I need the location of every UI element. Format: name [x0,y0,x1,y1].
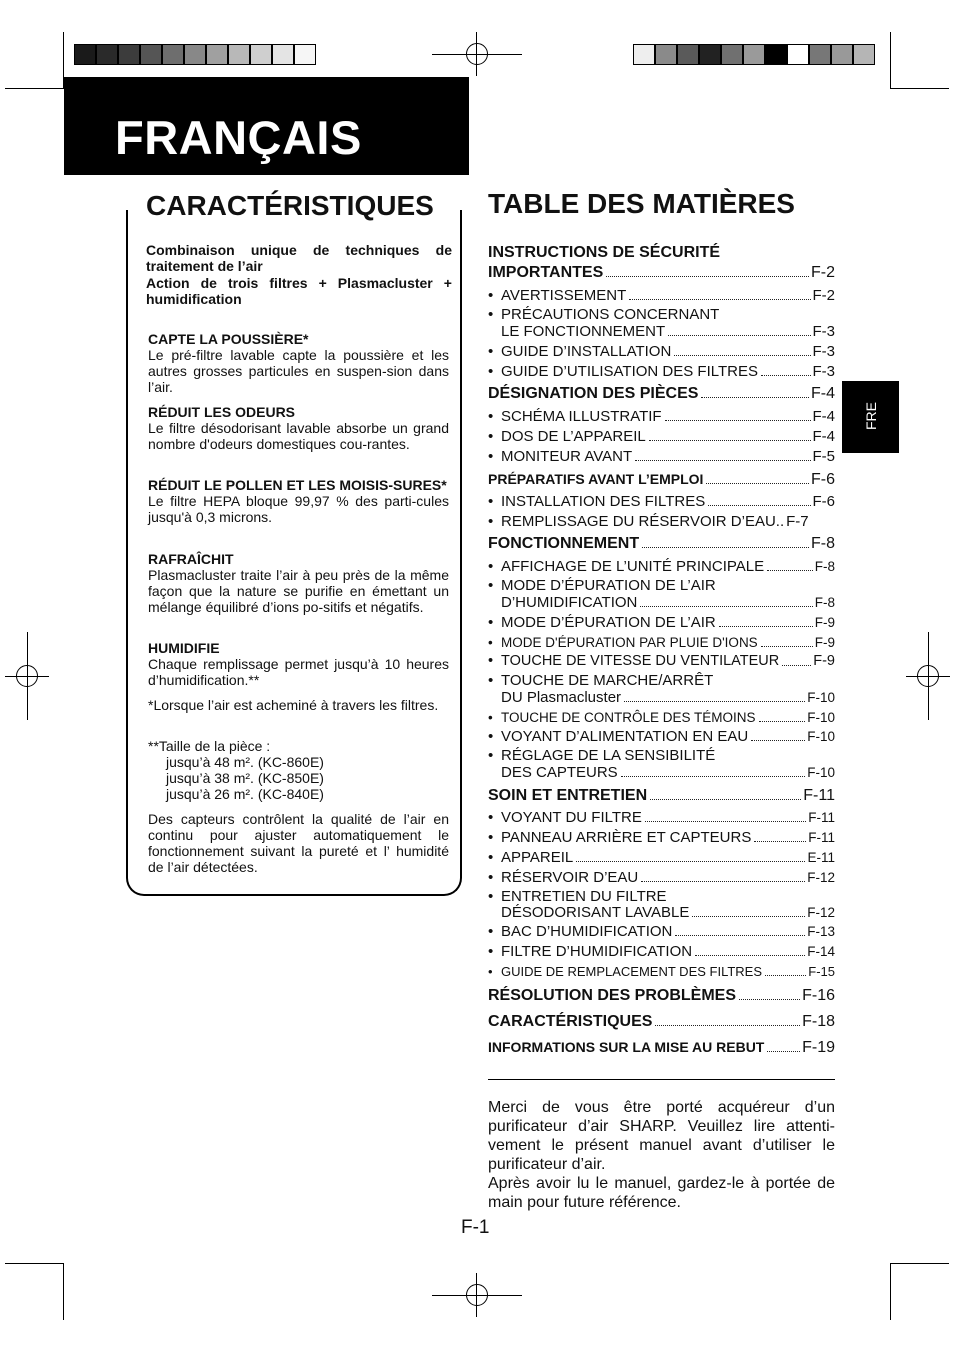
toc-entry: • TOUCHE DE MARCHE/ARRÊT [488,672,835,689]
toc-entry[interactable]: DU Plasmacluster F-10 [501,689,835,706]
feature-heading: RAFRAÎCHIT [148,551,234,567]
toc-entry[interactable]: • BAC D’HUMIDIFICATION F-13 [488,923,835,940]
toc-entry[interactable]: • GUIDE DE REMPLACEMENT DES FILTRES F-15 [488,963,835,980]
toc-entry[interactable]: DÉSODORISANT LAVABLE F-12 [501,904,835,921]
page-number: F-1 [461,1217,490,1238]
toc-entry[interactable]: IMPORTANTES F-2 [488,264,835,281]
room-size-line: jusqu’à 26 m². (KC-840E) [166,786,324,802]
toc-entry[interactable]: • RÉSERVOIR D’EAU F-12 [488,869,835,886]
feature-text: Le pré-filtre lavable capte la poussière et les autres grosses particules en suspen-sion dans l’air. [148,347,449,395]
feature-item [148,551,449,615]
toc-entry: • RÉGLAGE DE LA SENSIBILITÉ [488,747,835,764]
thanks-paragraph: Après avoir lu le manuel, gardez-le à portée de main pour future référence. [488,1175,835,1211]
feature-item [148,477,449,525]
feature-heading: CAPTE LA POUSSIÈRE* [148,331,309,347]
toc-entry[interactable]: D’HUMIDIFICATION F-8 [501,594,835,611]
toc-entry[interactable]: SOIN ET ENTRETIEN F-11 [488,787,835,804]
footnote-room-size-title: **Taille de la pièce : [148,738,271,754]
toc-entry[interactable]: RÉSOLUTION DES PROBLÈMES F-16 [488,987,835,1004]
toc-entry: • ENTRETIEN DU FILTRE [488,888,835,905]
feature-item [148,404,449,452]
toc-entry: • MODE D’ÉPURATION DE L’AIR [488,577,835,594]
footnote-filters: *Lorsque l’air est acheminé à travers les filtres. [148,697,439,713]
thanks-paragraph: Merci de vous être porté acquéreur d’un purificateur d’air SHARP. Veuillez lire attenti-vement le présent manuel avant d’utiliser le purificateur d’air. [488,1099,835,1173]
toc-entry[interactable]: • MONITEUR AVANT F-5 [488,448,835,465]
toc-section-line: INSTRUCTIONS DE SÉCURITÉ [488,244,721,261]
toc-entry[interactable]: • PANNEAU ARRIÈRE ET CAPTEURS F-11 [488,829,835,846]
feature-text: Chaque remplissage permet jusqu’à 10 heures d’humidification.** [148,656,449,688]
toc-entry[interactable]: • TOUCHE DE VITESSE DU VENTILATEUR F-9 [488,653,835,670]
feature-text: Le filtre désodorisant lavable absorbe un grand nombre d'odeurs domestiques cou-rantes. [148,420,449,452]
toc-entry[interactable]: • GUIDE D’INSTALLATION F-3 [488,343,835,360]
toc-entry[interactable]: • MODE D’ÉPURATION DE L’AIR F-9 [488,614,835,631]
toc-entry[interactable]: CARACTÉRISTIQUES F-18 [488,1013,835,1030]
toc-entry[interactable]: • VOYANT DU FILTRE F-11 [488,809,835,826]
toc-entry[interactable]: • INSTALLATION DES FILTRES F-6 [488,493,835,510]
toc-entry[interactable]: • REMPLISSAGE DU RÉSERVOIR D’EAU.. F-7 [488,513,835,530]
features-title: CARACTÉRISTIQUES [142,190,438,222]
toc-entry[interactable]: PRÉPARATIFS AVANT L’EMPLOI F-6 [488,471,835,488]
toc-entry[interactable]: • SCHÉMA ILLUSTRATIF F-4 [488,408,835,425]
toc-entry[interactable]: FONCTIONNEMENT F-8 [488,535,835,552]
toc-entry[interactable]: INFORMATIONS SUR LA MISE AU REBUT F-19 [488,1039,835,1056]
toc-entry[interactable]: • VOYANT D’ALIMENTATION EN EAU F-10 [488,728,835,745]
toc-entry[interactable]: • AVERTISSEMENT F-2 [488,287,835,304]
toc-title: TABLE DES MATIÈRES [488,188,795,219]
feature-text: Le filtre HEPA bloque 99,97 % des parti-cules jusqu'à 0,3 microns. [148,493,449,525]
feature-heading: HUMIDIFIE [148,640,220,656]
toc-entry[interactable]: DÉSIGNATION DES PIÈCES F-4 [488,385,835,402]
toc-entry[interactable]: • DOS DE L’APPAREIL F-4 [488,428,835,445]
language-title: FRANÇAIS [115,111,362,164]
side-tab-label: FRE [863,402,879,430]
toc-entry[interactable]: • MODE D'ÉPURATION PAR PLUIE D'IONS F-9 [488,634,835,651]
feature-heading: RÉDUIT LES ODEURS [148,404,296,420]
feature-heading: RÉDUIT LE POLLEN ET LES MOISIS-SURES* [148,477,447,493]
feature-item [148,640,449,688]
features-intro-2: Action de trois filtres + Plasmacluster + humidification [146,275,452,307]
toc-entry[interactable]: • APPAREIL E-11 [488,849,835,866]
feature-item [148,331,449,395]
features-intro-1: Combinaison unique de techniques de traitement de l’air [146,242,452,274]
feature-text: Plasmacluster traite l’air à peu près de la même façon que la nature se purifie en émettant un mélange équilibré d’ions po-sitifs et négatifs. [148,567,449,615]
toc-entry: • PRÉCAUTIONS CONCERNANT [488,306,835,323]
toc-entry[interactable]: DES CAPTEURS F-10 [501,764,835,781]
toc-entry[interactable]: • FILTRE D’HUMIDIFICATION F-14 [488,943,835,960]
toc-entry[interactable]: • AFFICHAGE DE L’UNITÉ PRINCIPALE F-8 [488,558,835,575]
toc-entry[interactable]: LE FONCTIONNEMENT F-3 [501,323,835,340]
features-box-corner-right [460,210,462,226]
divider [488,1079,835,1080]
features-box-corner-left [126,210,128,226]
room-size-line: jusqu’à 48 m². (KC-860E) [166,754,324,770]
toc-entry[interactable]: • GUIDE D’UTILISATION DES FILTRES F-3 [488,363,835,380]
room-size-line: jusqu’à 38 m². (KC-850E) [166,770,324,786]
toc-entry[interactable]: • TOUCHE DE CONTRÔLE DES TÉMOINS F-10 [488,709,835,726]
thanks-text [488,1098,835,1212]
sensors-text: Des capteurs contrôlent la qualité de l’air en continu pour ajuster automatiquement le fonctionnement suivant la pureté et l’ humidité de l’air détectées. [148,811,449,875]
